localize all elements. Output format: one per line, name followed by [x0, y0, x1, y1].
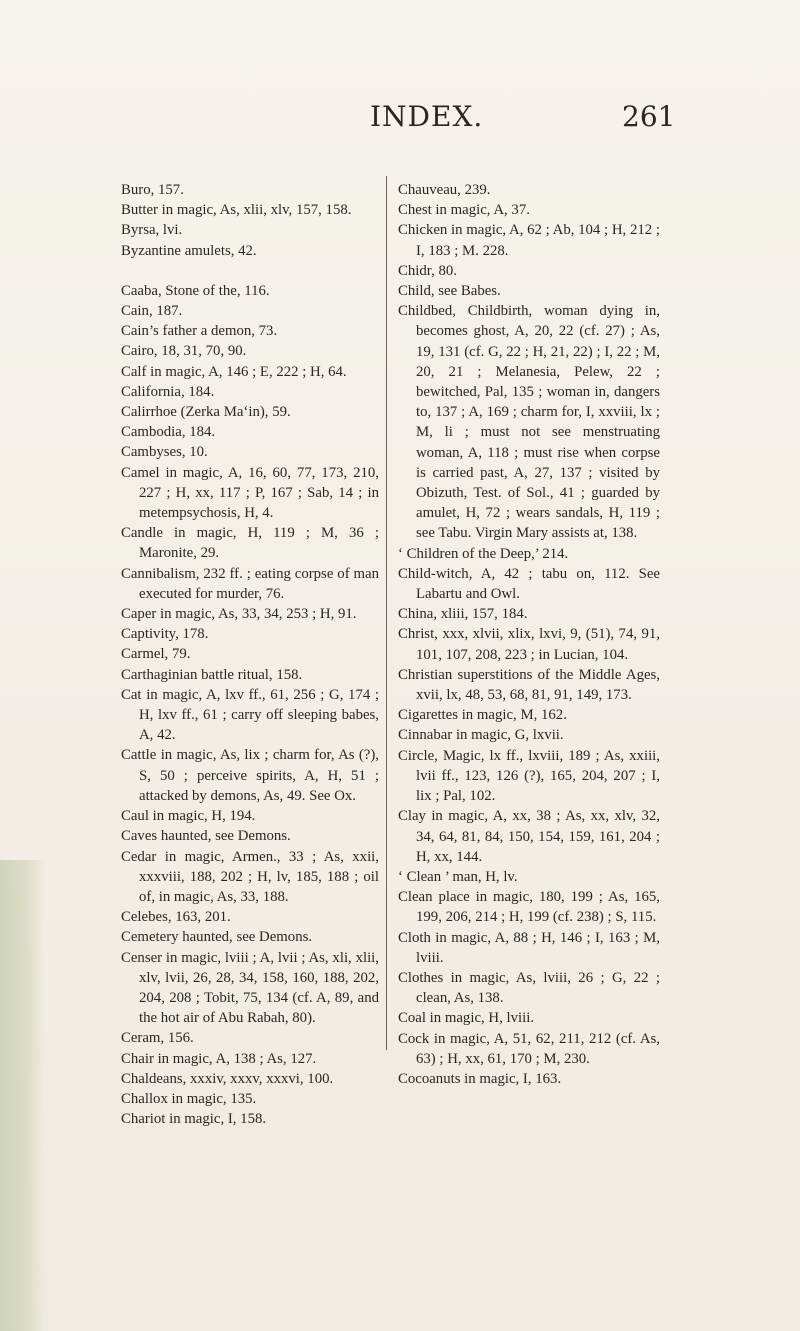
page-number: 261	[622, 100, 676, 133]
index-entry: Cemetery haunted, see Demons.	[121, 929, 313, 946]
index-entry: Buro, 157.	[121, 182, 184, 198]
index-entry: Calirrhoe (Zerka Ma‘in), 59.	[121, 404, 291, 421]
index-entry: Ceram, 156.	[121, 1030, 194, 1047]
index-entry: Camel in magic, A, 16, 60, 77, 173, 210, 227 ; H, xx, 117 ; P, 167 ; Sab, 14 ; in metempsychosis, H, 4.	[121, 464, 379, 522]
index-entry: Caves haunted, see Demons.	[121, 828, 291, 845]
index-entry: Christ, xxx, xlvii, xlix, lxvi, 9, (51), 74, 91, 101, 107, 208, 223 ; in Lucian, 104.	[398, 626, 660, 663]
index-entry: Child, see Babes.	[398, 283, 501, 300]
index-entry: Captivity, 178.	[121, 626, 209, 643]
index-entry: Cat in magic, A, lxv ff., 61, 256 ; G, 174 ; H, lxv ff., 61 ; carry off sleeping babes, A, 42.	[121, 686, 379, 744]
index-entry: Caul in magic, H, 194.	[121, 808, 256, 825]
index-entry: Caaba, Stone of the, 116.	[121, 282, 270, 299]
index-entry: Caper in magic, As, 33, 34, 253 ; H, 91.	[121, 606, 357, 623]
index-entry: Chest in magic, A, 37.	[398, 202, 530, 219]
index-column-left	[121, 180, 379, 1129]
index-entry: Cock in magic, A, 51, 62, 211, 212 (cf. As, 63) ; H, xx, 61, 170 ; M, 230.	[398, 1030, 660, 1067]
index-entry: Cattle in magic, As, lix ; charm for, As (?), S, 50 ; perceive spirits, A, H, 51 ; attacked by demons, As, 49. See Ox.	[121, 747, 379, 804]
index-entry: China, xliii, 157, 184.	[398, 606, 528, 623]
index-entry: Chaldeans, xxxiv, xxxv, xxxvi, 100.	[121, 1070, 334, 1087]
index-entry: Chauveau, 239.	[398, 182, 491, 198]
index-entry: Calf in magic, A, 146 ; E, 222 ; H, 64.	[121, 363, 347, 380]
index-entry: Cinnabar in magic, G, lxvii.	[398, 727, 564, 744]
index-entry: Carthaginian battle ritual, 158.	[121, 666, 303, 683]
index-entry: Butter in magic, As, xlii, xlv, 157, 158.	[121, 202, 352, 219]
index-entry: Chicken in magic, A, 62 ; Ab, 104 ; H, 212 ; I, 183 ; M. 228.	[398, 222, 660, 259]
page-binding-shadow	[0, 860, 46, 1331]
index-entry: Chidr, 80.	[398, 262, 458, 279]
index-entry: Celebes, 163, 201.	[121, 909, 231, 926]
running-header	[0, 100, 800, 140]
header-title: INDEX.	[370, 100, 484, 133]
index-entry: Cloth in magic, A, 88 ; H, 146 ; I, 163 ; M, lviii.	[398, 929, 660, 966]
index-entry: Circle, Magic, lx ff., lxviii, 189 ; As, xxiii, lvii ff., 123, 126 (?), 165, 204, 207 ; I, lix ; Pal, 102.	[398, 747, 660, 805]
index-entry: Censer in magic, lviii ; A, lvii ; As, xli, xlii, xlv, lvii, 26, 28, 34, 158, 160, 188, 202, 204, 208 ; Tobit, 75, 134 (cf. A, 89, and the hot air of Abu Rabah, 80).	[121, 949, 379, 1027]
index-entry: Cedar in magic, Armen., 33 ; As, xxii, xxxviii, 188, 202 ; H, lv, 185, 188 ; oil of, in magic, As, 33, 188.	[121, 848, 379, 905]
column-divider	[386, 176, 387, 1050]
index-entry: Childbed, Childbirth, woman dying in, becomes ghost, A, 20, 22 (cf. 27) ; As, 19, 131 (cf. G, 22 ; H, 21, 22) ; I, 22 ; M, 20, 21 ; Melanesia, Pelew, 22 ; bewitched, Pal, 135 ; woman in, dangers to, 137 ; A, 169 ; charm for, I, xxviii, lx ; M, li ; must not see menstruating woman, A, 118 ; must rise when corpse is carried past, A, 27, 137 ; visited by Obizuth, Test. of Sol., 41 ; guarded by amulet, H, 72 ; wears sandals, H, 119 ; see Tabu. Virgin Mary assists at, 138.	[398, 303, 660, 542]
index-entry: Child-witch, A, 42 ; tabu on, 112. See Labartu and Owl.	[398, 565, 660, 603]
index-entry: Christian superstitions of the Middle Ages, xvii, lx, 48, 53, 68, 81, 91, 149, 173.	[398, 666, 660, 704]
index-entry: Coal in magic, H, lviii.	[398, 1010, 535, 1027]
index-entry: Chair in magic, A, 138 ; As, 127.	[121, 1050, 317, 1067]
index-entry: Cambodia, 184.	[121, 424, 216, 441]
index-entry: Cain, 187.	[121, 303, 183, 320]
index-entry: ‘ Clean ’ man, H, lv.	[398, 868, 518, 885]
index-entry: Cannibalism, 232 ff. ; eating corpse of man executed for murder, 76.	[121, 565, 379, 602]
index-entry: Cairo, 18, 31, 70, 90.	[121, 343, 247, 360]
index-entry: Cambyses, 10.	[121, 444, 208, 461]
index-entry: Byzantine amulets, 42.	[121, 242, 257, 259]
index-entry: Cocoanuts in magic, I, 163.	[398, 1070, 562, 1087]
index-entry: Challox in magic, 135.	[121, 1090, 257, 1107]
index-entry: Clay in magic, A, xx, 38 ; As, xx, xlv, 32, 34, 64, 81, 84, 150, 154, 159, 161, 204 ; H, xx, 144.	[398, 808, 660, 865]
index-column-right	[398, 180, 660, 1089]
index-entry: California, 184.	[121, 383, 215, 400]
index-entry: Cain’s father a demon, 73.	[121, 323, 278, 340]
index-entry: Candle in magic, H, 119 ; M, 36 ; Maronite, 29.	[121, 525, 379, 562]
index-entry: Byrsa, lvi.	[121, 222, 183, 239]
index-entry: ‘ Children of the Deep,’ 214.	[398, 545, 569, 562]
index-entry: Chariot in magic, I, 158.	[121, 1111, 267, 1128]
index-entry: Cigarettes in magic, M, 162.	[398, 707, 567, 724]
index-entry: Clean place in magic, 180, 199 ; As, 165, 199, 206, 214 ; H, 199 (cf. 238) ; S, 115.	[398, 889, 660, 926]
index-entry: Carmel, 79.	[121, 646, 191, 663]
index-entry: Clothes in magic, As, lviii, 26 ; G, 22 ; clean, As, 138.	[398, 969, 660, 1007]
